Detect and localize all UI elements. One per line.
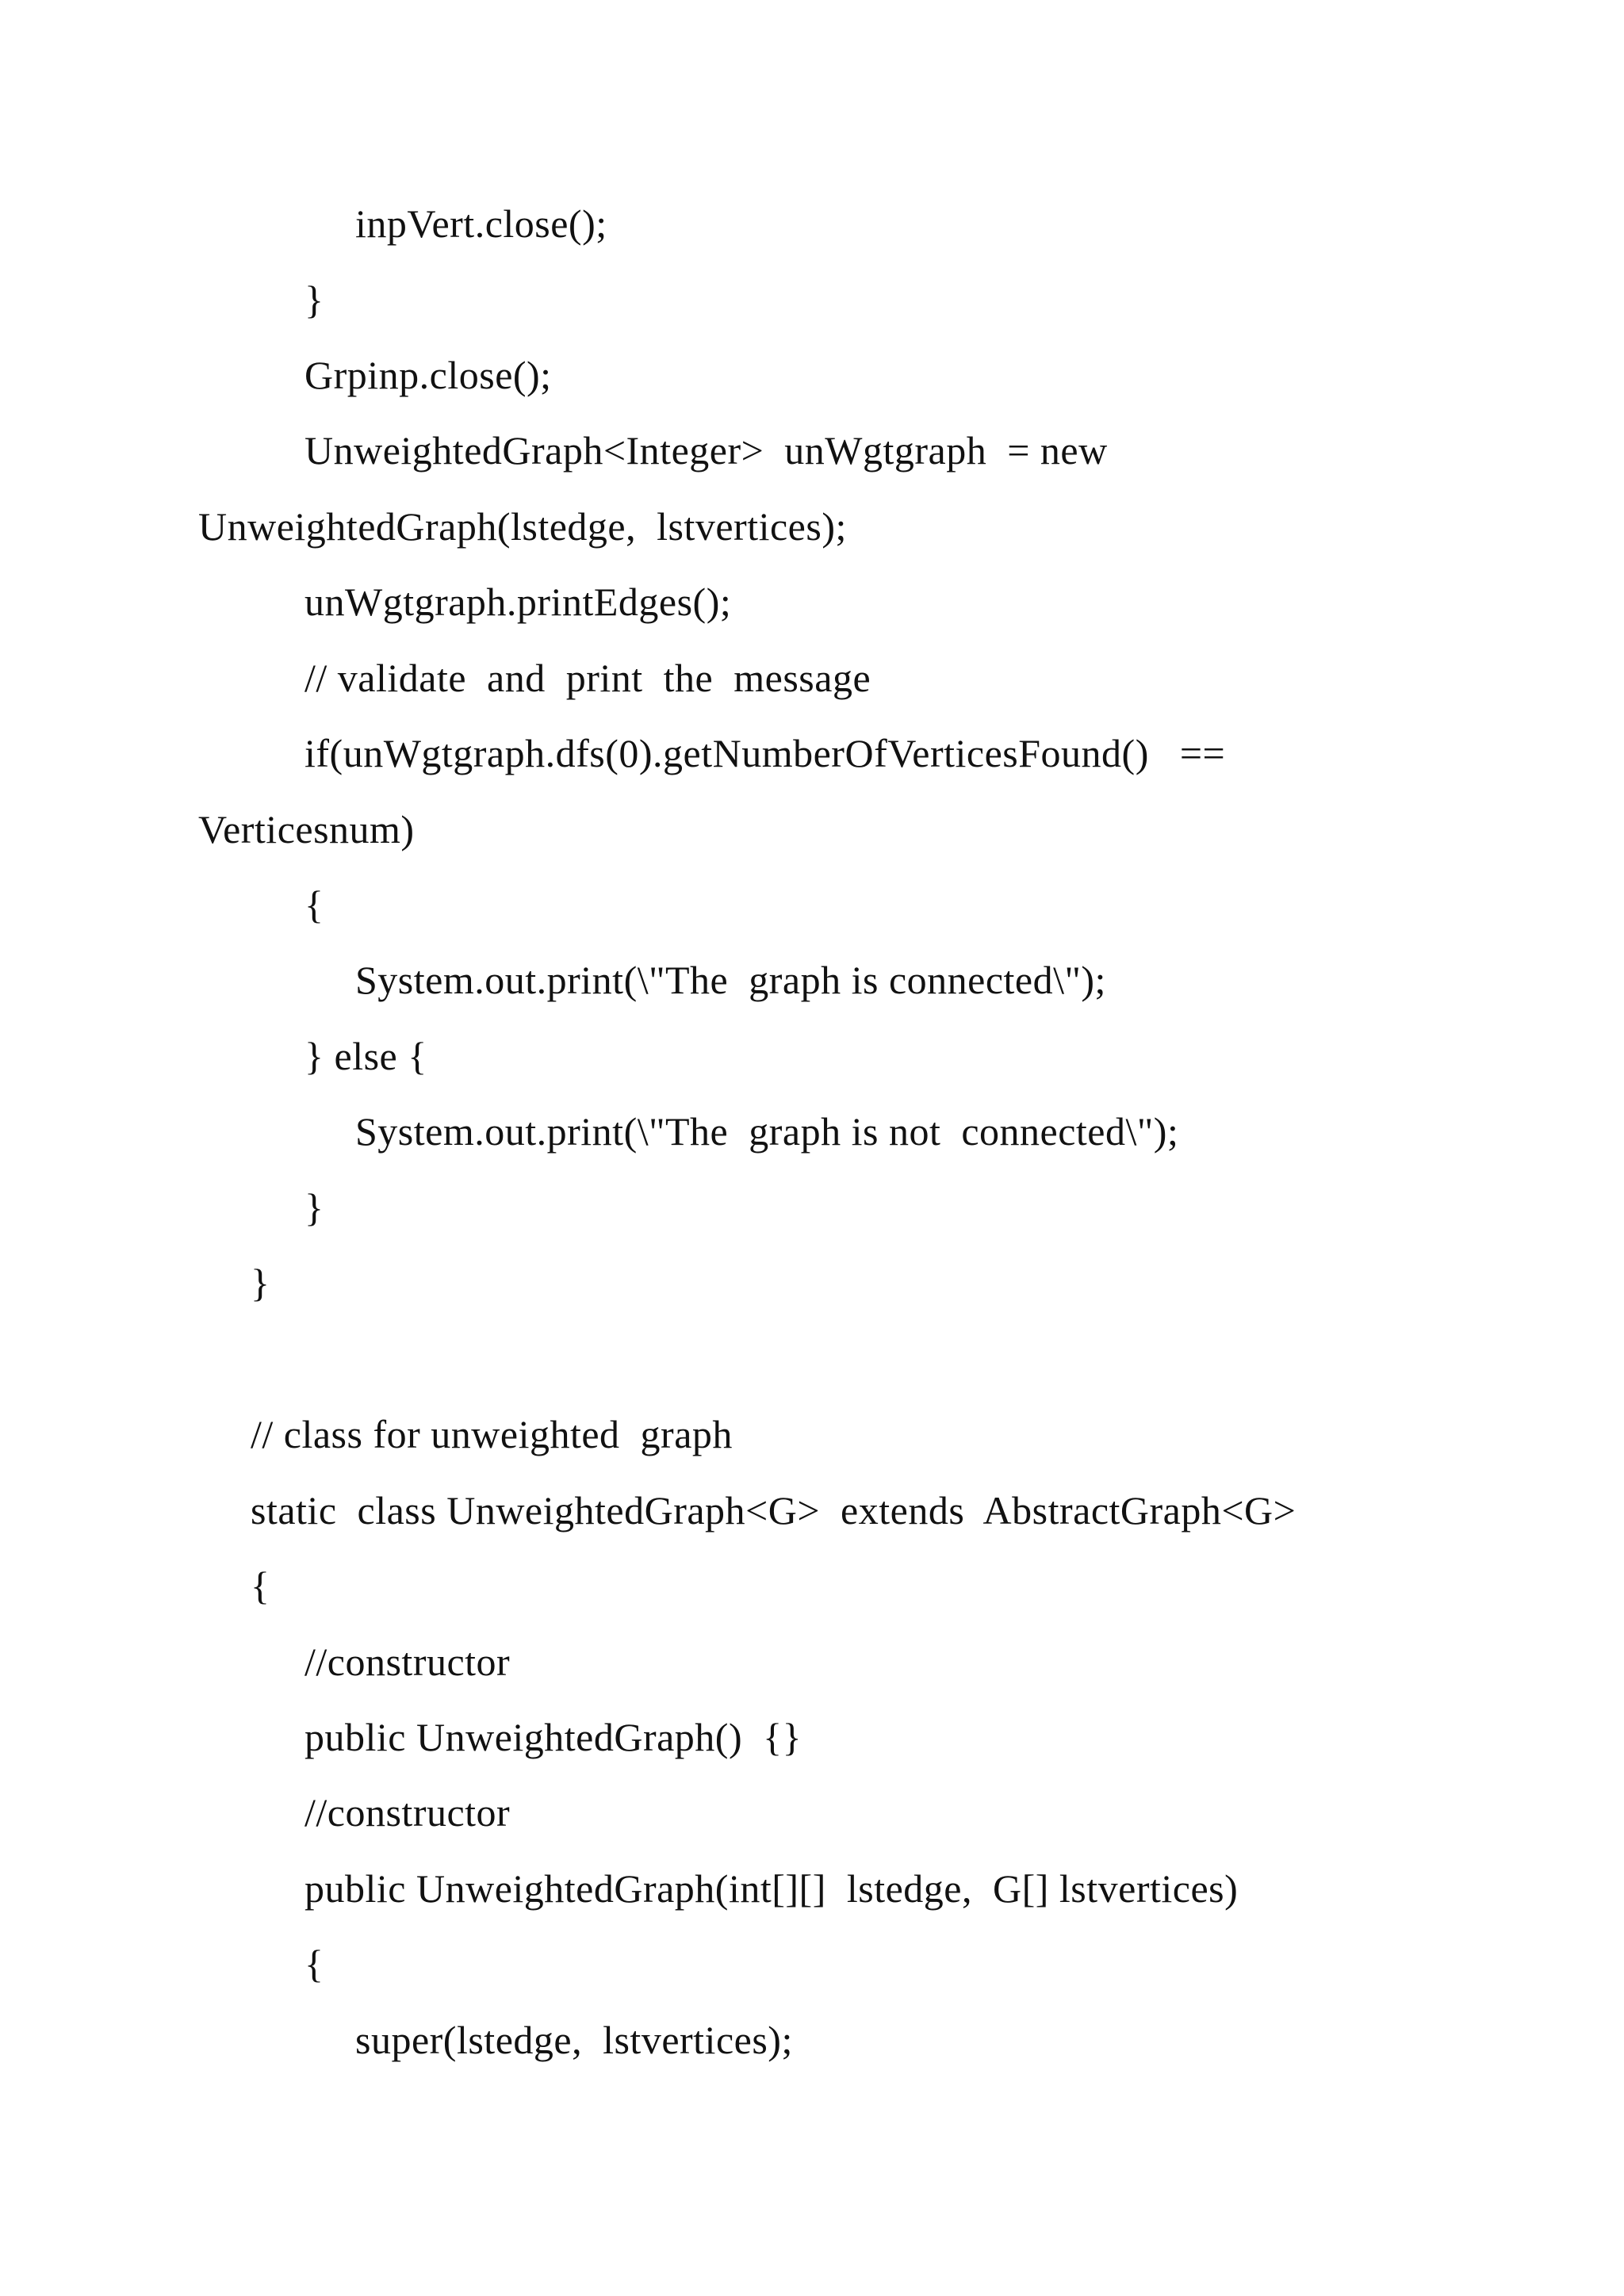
code-comment: //constructor <box>304 1640 511 1684</box>
code-comment: // validate and print the message <box>304 656 871 700</box>
code-line: } else { <box>304 1034 427 1078</box>
code-line: public UnweightedGraph(int[][] lstedge, G[] lstvertices) <box>304 1866 1239 1911</box>
code-line: } <box>304 277 324 322</box>
code-line: unWgtgraph.printEdges(); <box>304 580 732 624</box>
code-line: static class UnweightedGraph<G> extends AbstractGraph<G> <box>251 1488 1297 1533</box>
code-comment: //constructor <box>304 1790 511 1835</box>
code-line: { <box>251 1563 270 1608</box>
code-line: System.out.print(\"The graph is not connected\"); <box>355 1109 1179 1154</box>
code-line: public UnweightedGraph() {} <box>304 1715 802 1759</box>
code-line: super(lstedge, lstvertices); <box>355 2018 793 2062</box>
code-line: UnweightedGraph<Integer> unWgtgraph = new <box>304 428 1108 473</box>
code-line: Grpinp.close(); <box>304 353 552 397</box>
code-line: } <box>251 1261 270 1305</box>
code-comment: // class for unweighted graph <box>251 1412 733 1456</box>
code-line: inpVert.close(); <box>355 201 607 246</box>
code-line: { <box>304 882 324 927</box>
code-line: { <box>304 1942 324 1986</box>
code-line: Verticesnum) <box>198 807 415 851</box>
code-line: UnweightedGraph(lstedge, lstvertices); <box>198 504 847 549</box>
code-line: } <box>304 1185 324 1230</box>
code-line: if(unWgtgraph.dfs(0).getNumberOfVerticesFound() == <box>304 731 1226 775</box>
code-line: System.out.print(\"The graph is connected\"); <box>355 958 1106 1002</box>
